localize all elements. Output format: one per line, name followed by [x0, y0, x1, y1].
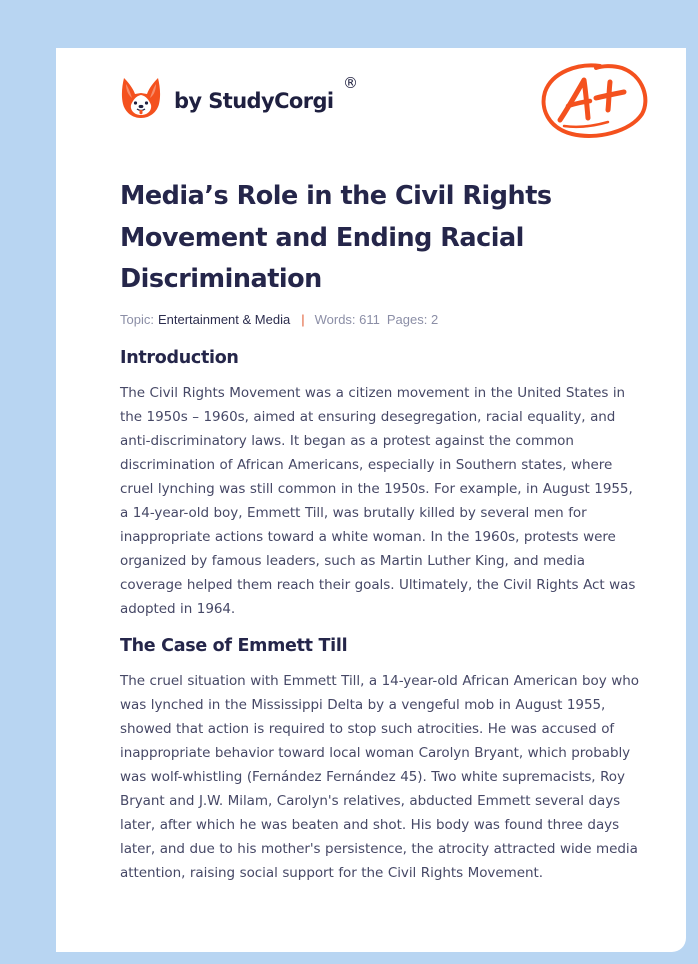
studycorgi-logo[interactable]: [121, 74, 358, 120]
brand-name: by StudyCorgi: [174, 89, 334, 113]
section-body-introduction: The Civil Rights Movement was a citizen movement in the United States in the 1950s – 1960s, aimed at ensuring desegregation, racial equality, and anti-discriminatory laws. It began as a protest against the common discrimination of African Americans, especially in Southern states, where cruel lynching was still common in the 1950s. For example, in August 1955, a 14-year-old boy, Emmett Till, was brutally killed by several men for inappropriate actions toward a white woman. In the 1960s, protests were organized by famous leaders, such as Martin Luther King, and media coverage helped them reach their goals. Ultimately, the Civil Rights Act was adopted in 1964.: [120, 384, 636, 617]
topic-label: Topic:: [120, 311, 154, 327]
page-count: Pages: 2: [386, 311, 439, 327]
topic-link[interactable]: Entertainment & Media: [157, 311, 291, 327]
corgi-logo-icon: [121, 76, 161, 120]
section-heading-emmett-till: The Case of Emmett Till: [120, 635, 348, 656]
article: [120, 176, 640, 885]
document-card: [56, 48, 686, 952]
article-title: Media’s Role in the Civil Rights Movement and Ending Racial Discrimination: [120, 181, 552, 294]
word-count: Words: 611: [314, 311, 380, 327]
meta-separator: |: [301, 311, 305, 327]
section-body-emmett-till: The cruel situation with Emmett Till, a 14-year-old African American boy who was lynched in the Mississippi Delta by a vengeful mob in August 1955, showed that action is required to stop such atrocities. He was accused of inappropriate behavior toward local woman Carolyn Bryant, which probably was wolf-whistling (Fernández Fernández 45). Two white supremacists, Roy Bryant and J.W. Milam, Carolyn's relatives, abducted Emmett several days later, after which he was beaten and shot. His body was found three days later, and due to his mother's persistence, the atrocity attracted wide media attention, raising social support for the Civil Rights Movement.: [120, 672, 639, 881]
grade-a-plus-icon: [538, 58, 648, 142]
header: [56, 48, 686, 168]
registered-mark: ®: [343, 74, 358, 92]
article-meta: [120, 312, 640, 327]
section-heading-introduction: Introduction: [120, 347, 239, 368]
